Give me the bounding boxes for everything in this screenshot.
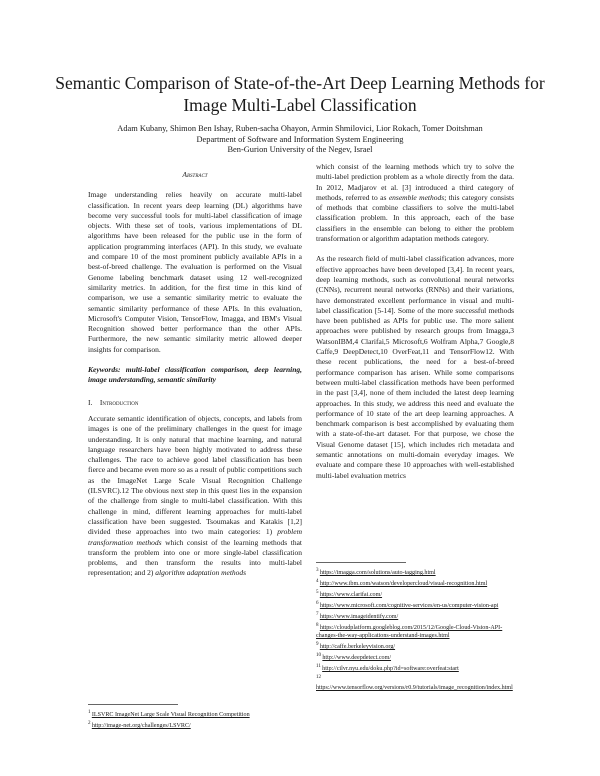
footnote-list-right — [316, 566, 514, 692]
footnotes-right — [316, 562, 514, 692]
abstract-text: Image understanding relies heavily on accurate multi-label classification. In recent years deep learning (DL) algorithms have become very successful tools for multi-label classification of image objects. With these set of tools, various implementations of DL algorithms have been released for the public use in the form of application programming interfaces (API). In this study, we evaluate and compare 10 of the most prominent publicly available APIs in a best-of-breed challenge. The evaluation is performed on the Visual Genome labeling benchmark dataset using 12 well-recognized similarity metrics. In addition, for the first time in this kind of comparison, we use a semantic similarity metric to evaluate the semantic similarity performance of these APIs. In this evaluation, Microsoft's Computer Vision, TensorFlow, Imagga, and IBM's Visual Recognition showed better performance than the other APIs. Furthermore, the new semantic similarity metric allowed deeper insights for comparison. — [88, 190, 302, 354]
footnote-link[interactable]: https://www.imageidentify.com/ — [319, 614, 399, 621]
intro-text-a: Accurate semantic identification of objects, concepts, and labels from images is one of the preliminary challenges in the quest for image understanding. It is only natural that machine learning, and natural language researchers have been highly motivated to address these challenges. The race to achieve good label classification has been fierce and became even more so as a result of public competitions such as the ImageNet Large Scale Visual Recognition Challenge (ILSVRC).12 The obvious next step in this quest lies in the expansion of the challenge from single to multi-label classification. With this challenge in mind, different learning approaches for multi-label classification have been suggested. Tsoumakas and Katakis [1,2] divided these approaches into two main categories: 1) — [88, 413, 302, 537]
footnote-link[interactable]: http://caffe.berkeleyvision.org/ — [319, 644, 396, 651]
right-column — [316, 162, 514, 481]
footnote — [316, 651, 514, 662]
right-paragraph-2: As the research field of multi-label classification advances, more effective approaches have been developed [3,4]. In recent years, deep learning methods, such as convolutional neural networks (CNNs), recurrent neural networks (RNNs) and their variations, have demonstrated excellent performance in visual and multi-label classification [5-14]. Some of the more successful methods have been published as APIs for public use. The more salient approaches were published by research groups from Imagga,3 WatsonIBM,4 Clarifai,5 Microsoft,6 Wolfram Alpha,7 Google,8 Caffe,9 DeepDetect,10 OverFeat,11 and TensorFlow12. With these recent publications, the need for a best-of-breed performance comparison has arisen. While some comparisons between multi-label classification methods have been performed in the past [3,4], none of them included the latest deep learning approaches. In this study, we address this need and evaluate the performance of 10 state of the art deep learning approaches. A benchmark comparison is best accomplished by evaluating them with a state-of-the-art dataset. For that purpose, we chose the Visual Genome dataset [15], which includes rich metadata and semantic annotations on multi-domain everyday images. We evaluate and compare these 10 approaches with well-established multi-label evaluation metrics — [316, 254, 514, 480]
intro-emphasis-2: algorithm adaptation methods — [155, 568, 247, 578]
footnote-link[interactable]: https://www.tensorflow.org/versions/r0.9/tutorials/image_recognition/index.html — [316, 685, 513, 692]
footnote-number: 4 — [316, 578, 320, 585]
right-emphasis: ensemble methods — [388, 192, 445, 202]
left-column — [88, 170, 302, 579]
authors: Adam Kubany, Shimon Ben Ishay, Ruben-sacha Ohayon, Armin Shmilovici, Lior Rokach, Tomer Doitshman — [117, 124, 483, 133]
intro-text-b: which consist of the learning methods that transform the problem into one or more single-label classification problems, and then transform the results into multi-label representation; and 2) — [88, 537, 302, 578]
footnote-link[interactable]: https://cloudplatform.googleblog.com/2015/12/Google-Cloud-Vision-API-changes-the-way-applications-understand-images.html — [316, 625, 503, 640]
footnote — [316, 577, 514, 588]
abstract-heading: Abstract — [182, 170, 208, 179]
footnote-link[interactable]: https://www.microsoft.com/cognitive-services/en-us/computer-vision-api — [319, 603, 499, 610]
footnote-number: 3 — [316, 567, 320, 573]
footnote-list-left — [88, 708, 302, 730]
footnote-rule-left — [88, 704, 178, 705]
footnote-link[interactable]: ILSVRC ImageNet Large Scale Visual Recognition Competition — [91, 712, 250, 719]
footnote-number: 5 — [316, 589, 320, 596]
footnote-number: 11 — [316, 663, 323, 670]
footnote-number: 1 — [88, 709, 92, 715]
footnotes-left — [88, 704, 302, 730]
footnote-link[interactable]: http://cilvr.nyu.edu/doku.php?id=software:overfeat:start — [322, 666, 459, 673]
footnote-number: 2 — [88, 720, 92, 727]
footnote — [316, 599, 514, 610]
footnote-number: 7 — [316, 611, 320, 618]
footnote — [88, 719, 302, 730]
footnote-number: 8 — [316, 622, 320, 629]
footnote-number: 12 — [316, 674, 322, 681]
section-heading-introduction: I. Introduction — [88, 397, 139, 407]
affiliation-university: Ben-Gurion University of the Negev, Israel — [227, 145, 373, 155]
footnote — [316, 673, 514, 692]
right-text-b: ; this category consists of methods that combine classifiers to solve the multi-label classification problem. In this approach, each of the base classifiers in the ensemble can belong to either the problem transformation or algorithm adaptation methods category. — [316, 192, 514, 244]
footnote — [316, 662, 514, 673]
keywords: Keywords: multi-label classification comparison, deep learning, image understanding, semantic similarity — [88, 365, 302, 385]
author-block — [40, 124, 560, 156]
footnote-link[interactable]: http://www.ibm.com/watson/developercloud/visual-recognition.html — [319, 581, 488, 588]
footnote-link[interactable]: https://www.clarifai.com/ — [319, 592, 383, 599]
paper-title: Semantic Comparison of State-of-the-Art Deep Learning Methods for Image Multi-Label Classification — [55, 73, 545, 115]
footnote — [316, 588, 514, 599]
right-paragraph-1 — [316, 162, 514, 244]
affiliation-department: Department of Software and Information System Engineering — [196, 134, 404, 144]
intro-emphasis-1: problem transformation methods — [88, 527, 302, 547]
footnote-number: 9 — [316, 641, 320, 648]
footnote-link[interactable]: https://imagga.com/solutions/auto-tagging.html — [319, 570, 436, 577]
footnote — [88, 708, 302, 719]
footnote — [316, 610, 514, 621]
footnote — [316, 621, 514, 640]
footnote-number: 10 — [316, 652, 323, 659]
footnote — [316, 640, 514, 651]
footnote-link[interactable]: http://image-net.org/challenges/LSVRC/ — [91, 723, 191, 730]
right-text-a: which consist of the learning methods which try to solve the multi-label prediction problem as a whole directly from the data. In 2012, Madjarov et al. [3] introduced a third category of methods, referred to as — [316, 162, 514, 202]
footnote-number: 6 — [316, 600, 320, 607]
footnote-link[interactable]: http://www.deepdetect.com/ — [322, 655, 392, 662]
intro-paragraph — [88, 414, 302, 579]
footnote-rule — [316, 562, 406, 563]
footnote — [316, 566, 514, 577]
